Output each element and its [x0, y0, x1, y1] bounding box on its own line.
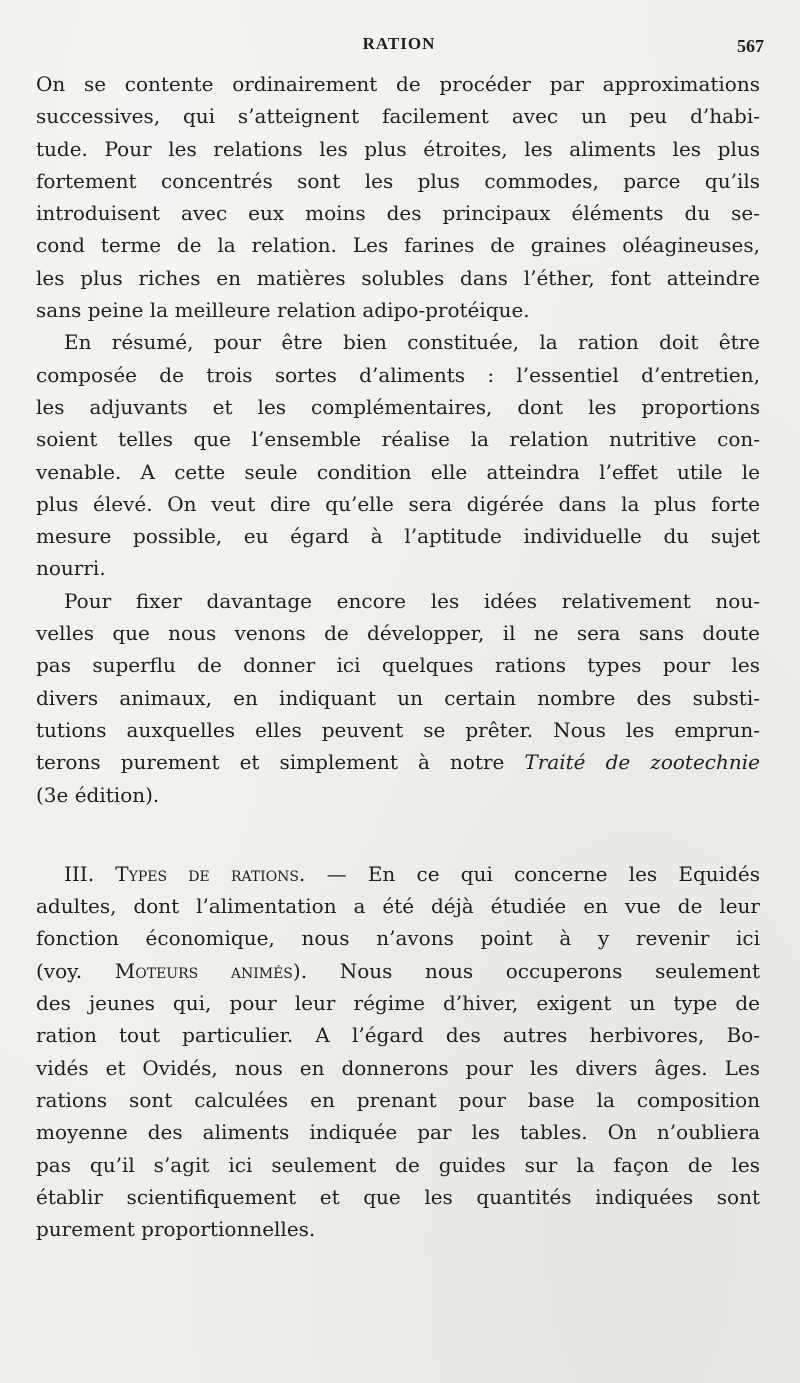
text-line: vidés et Ovidés, nous en donnerons pour les divers âges. Les — [36, 1055, 760, 1080]
page-number: 567 — [737, 36, 764, 56]
text-run: terons purement et simplement à notre — [36, 750, 525, 775]
text-line: Pour fixer davantage encore les idées relativement nou- — [64, 588, 760, 613]
text-line: fonction économique, nous n’avons point à y revenir ici — [36, 926, 760, 951]
text-line: moyenne des aliments indiquée par les tables. On n’oubliera — [36, 1120, 760, 1145]
body-text — [36, 68, 760, 1245]
text-line: soient telles que l’ensemble réalise la relation nutritive con- — [36, 427, 760, 452]
text-line: ration tout particulier. A l’égard des autres herbivores, Bo- — [36, 1023, 760, 1048]
text-line: tutions auxquelles elles peuvent se prêter. Nous les emprun- — [36, 717, 760, 742]
text-line: adultes, dont l’alimentation a été déjà étudiée en vue de leur — [36, 894, 760, 919]
text-line: fortement concentrés sont les plus commodes, parce qu’ils — [36, 168, 760, 193]
paragraph-resume — [36, 326, 760, 584]
text-line: plus élevé. On veut dire qu’elle sera digérée dans la plus forte — [36, 491, 760, 516]
book-title: Traité de zootechnie — [524, 750, 760, 775]
text-run: (voy. — [36, 958, 115, 983]
section-heading: III. Types de rations. — [64, 861, 306, 886]
text-line: composée de trois sortes d’aliments : l’essentiel d’entretien, — [36, 362, 760, 387]
text-run: ). Nous nous occuperons seulement — [292, 958, 761, 983]
text-line: les plus riches en matières solubles dans l’éther, font atteindre — [36, 265, 760, 290]
text-line: rations sont calculées en prenant pour base la composition — [36, 1087, 760, 1112]
text-line: (3e édition). — [36, 782, 160, 807]
text-run: — En ce qui concerne les Equidés — [305, 861, 760, 886]
text-line: nourri. — [36, 556, 106, 581]
text-line: successives, qui s’atteignent facilement avec un peu d’habi- — [36, 104, 760, 129]
text-line: tude. Pour les relations les plus étroites, les aliments les plus — [36, 136, 760, 161]
text-line: En résumé, pour être bien constituée, la ration doit être — [64, 330, 760, 355]
text-line: établir scientifiquement et que les quantités indiquées sont — [36, 1184, 760, 1209]
text-line: les adjuvants et les complémentaires, dont les proportions — [36, 394, 760, 419]
text-line — [36, 858, 760, 890]
text-line: mesure possible, eu égard à l’aptitude individuelle du sujet — [36, 524, 760, 549]
text-line: pas qu’il s’agit ici seulement de guides sur la façon de les — [36, 1152, 760, 1177]
running-head — [34, 34, 764, 58]
text-line: venable. A cette seule condition elle atteindra l’effet utile le — [36, 459, 760, 484]
text-line: introduisent avec eux moins des principaux éléments du se- — [36, 201, 760, 226]
text-line: pas superflu de donner ici quelques rations types pour les — [36, 653, 760, 678]
paragraph-rations-types — [36, 585, 760, 811]
text-line: sans peine la meilleure relation adipo-protéique. — [36, 298, 530, 323]
cross-reference: Moteurs animés — [114, 958, 293, 983]
running-title: RATION — [362, 34, 436, 53]
text-line: On se contente ordinairement de procéder par approximations — [36, 72, 760, 96]
text-line — [36, 746, 760, 778]
section-types-de-rations — [36, 858, 760, 1246]
text-line — [36, 955, 760, 987]
text-line: cond terme de la relation. Les farines de graines oléagineuses, — [36, 233, 760, 258]
text-line: velles que nous venons de développer, il ne sera sans doute — [36, 621, 760, 646]
text-line: purement proportionnelles. — [36, 1217, 316, 1242]
paragraph-approximations — [36, 68, 760, 326]
text-line: des jeunes qui, pour leur régime d’hiver, exigent un type de — [36, 991, 760, 1016]
text-line: divers animaux, en indiquant un certain nombre des substi- — [36, 685, 760, 710]
section-spacer — [36, 811, 760, 858]
